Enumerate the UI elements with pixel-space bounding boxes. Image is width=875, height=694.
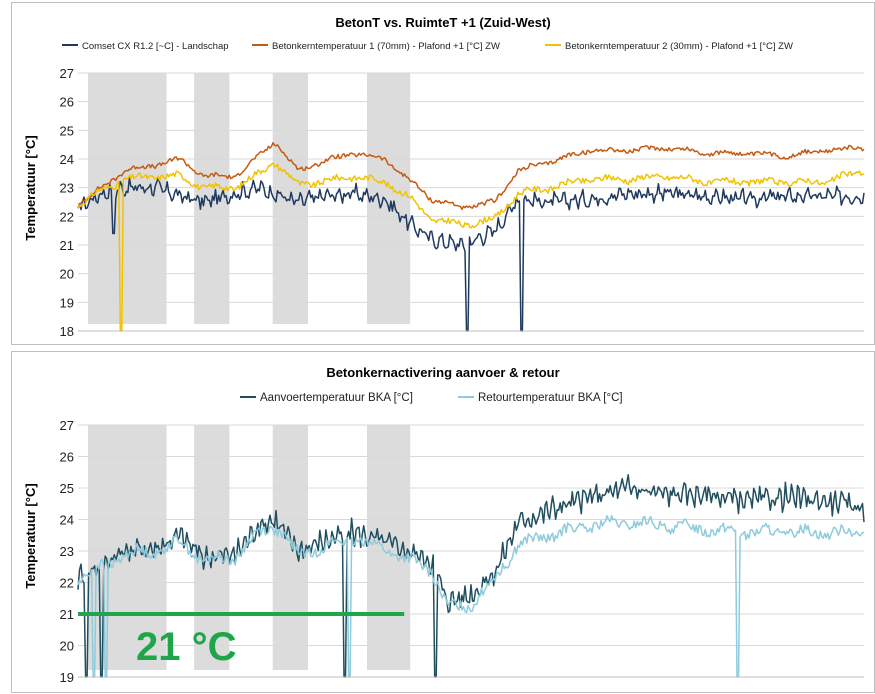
y-tick-label: 24	[59, 152, 74, 167]
y-tick-label: 25	[59, 123, 74, 139]
y-axis-label: Temperatuur [°C]	[23, 135, 38, 241]
legend	[62, 41, 793, 52]
threshold-label: 21 °C	[136, 625, 237, 669]
y-tick-label: 23	[59, 180, 74, 196]
y-tick-label: 21	[59, 238, 74, 253]
y-tick-label: 26	[59, 449, 74, 465]
legend	[240, 392, 623, 404]
y-axis-label: Temperatuur [°C]	[23, 483, 38, 589]
legend-label: Betonkerntemperatuur 1 (70mm) - Plafond +1 [°C] ZW	[272, 41, 500, 52]
y-tick-label: 21	[59, 607, 74, 622]
chart-bottom	[12, 352, 874, 692]
shaded-period	[88, 73, 167, 324]
y-tick-label: 24	[59, 512, 74, 528]
chart-title: Betonkernactivering aanvoer & retour	[326, 365, 560, 380]
plot-area	[60, 66, 864, 339]
y-tick-label: 19	[59, 295, 74, 311]
y-tick-label: 26	[59, 94, 74, 110]
y-tick-label: 22	[59, 209, 74, 225]
y-tick-label: 18	[59, 324, 74, 339]
y-tick-label: 19	[59, 670, 74, 685]
chart-panel-bottom	[11, 351, 875, 693]
y-tick-label: 20	[59, 638, 74, 654]
y-tick-label: 20	[59, 266, 74, 282]
y-tick-label: 27	[59, 66, 74, 81]
y-tick-label: 27	[59, 418, 74, 433]
legend-label: Comset CX R1.2 [~C] - Landschap	[82, 41, 229, 52]
y-tick-label: 22	[59, 575, 74, 591]
legend-label: Retourtemperatuur BKA [°C]	[478, 392, 623, 404]
chart-top	[12, 3, 874, 344]
chart-panel-top	[11, 2, 875, 345]
y-tick-label: 25	[59, 481, 74, 496]
legend-label: Betonkerntemperatuur 2 (30mm) - Plafond +1 [°C] ZW	[565, 41, 793, 52]
y-tick-label: 23	[59, 544, 74, 559]
chart-title: BetonT vs. RuimteT +1 (Zuid-West)	[335, 15, 551, 30]
legend-label: Aanvoertemperatuur BKA [°C]	[260, 392, 413, 404]
plot-area	[60, 418, 864, 685]
